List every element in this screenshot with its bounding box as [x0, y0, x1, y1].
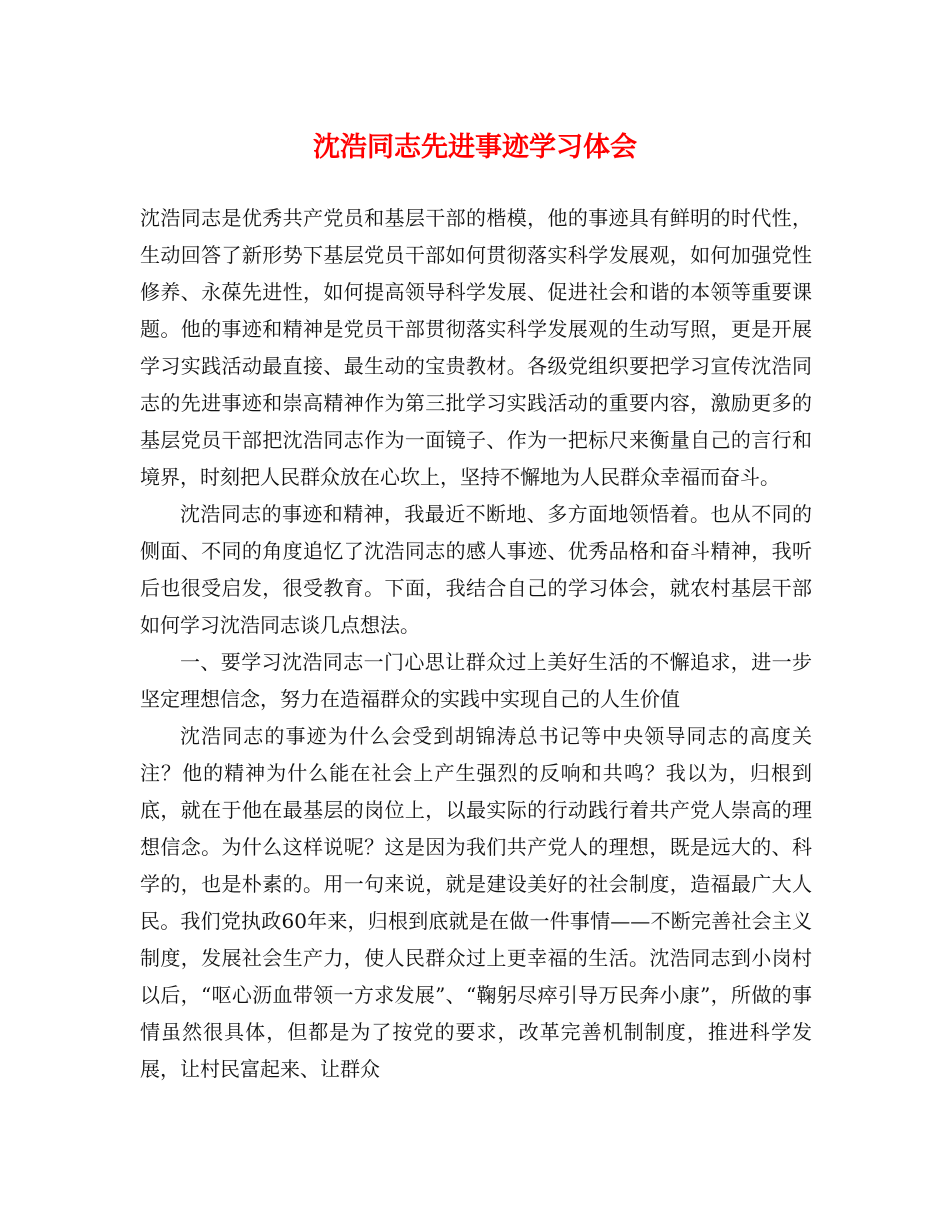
paragraph-section-one-body: 沈浩同志的事迹为什么会受到胡锦涛总书记等中央领导同志的高度关注？他的精神为什么能在社会上产生强烈的反响和共鸣？我以为，归根到底，就在于他在最基层的岗位上，以最实际的行动践行着共产党人崇高的理想信念。为什么这样说呢？这是因为我们共产党人的理想，既是远大的、科学的，也是朴素的。用一句来说，就是建设美好的社会制度，造福最广大人民。我们党执政60年来，归根到底就是在做一件事情——不断完善社会主义制度，发展社会生产力，使人民群众过上更幸福的生活。沈浩同志到小岗村以后，“呕心沥血带领一方求发展”、“鞠躬尽瘁引导万民奔小康”，所做的事情虽然很具体，但都是为了按党的要求，改革完善机制制度，推进科学发展，让村民富起来、让群众 [140, 724, 812, 1081]
document-body [140, 200, 812, 1088]
section-heading-one: 一、要学习沈浩同志一门心思让群众过上美好生活的不懈追求，进一步坚定理想信念，努力在造福群众的实践中实现自己的人生价值 [140, 650, 812, 711]
paragraph-reflection: 沈浩同志的事迹和精神，我最近不断地、多方面地领悟着。也从不同的侧面、不同的角度追忆了沈浩同志的感人事迹、优秀品格和奋斗精神，我听后也很受启发，很受教育。下面，我结合自己的学习体会，就农村基层干部如何学习沈浩同志谈几点想法。 [140, 502, 812, 637]
paragraph-intro: 沈浩同志是优秀共产党员和基层干部的楷模，他的事迹具有鲜明的时代性，生动回答了新形势下基层党员干部如何贯彻落实科学发展观，如何加强党性修养、永葆先进性，如何提高领导科学发展、促进社会和谐的本领等重要课题。他的事迹和精神是党员干部贯彻落实科学发展观的生动写照，更是开展学习实践活动最直接、最生动的宝贵教材。各级党组织要把学习宣传沈浩同志的先进事迹和崇高精神作为第三批学习实践活动的重要内容，激励更多的基层党员干部把沈浩同志作为一面镜子、作为一把标尺来衡量自己的言行和境界，时刻把人民群众放在心坎上，坚持不懈地为人民群众幸福而奋斗。 [140, 206, 812, 489]
document-title: 沈浩同志先进事迹学习体会 [313, 132, 637, 163]
